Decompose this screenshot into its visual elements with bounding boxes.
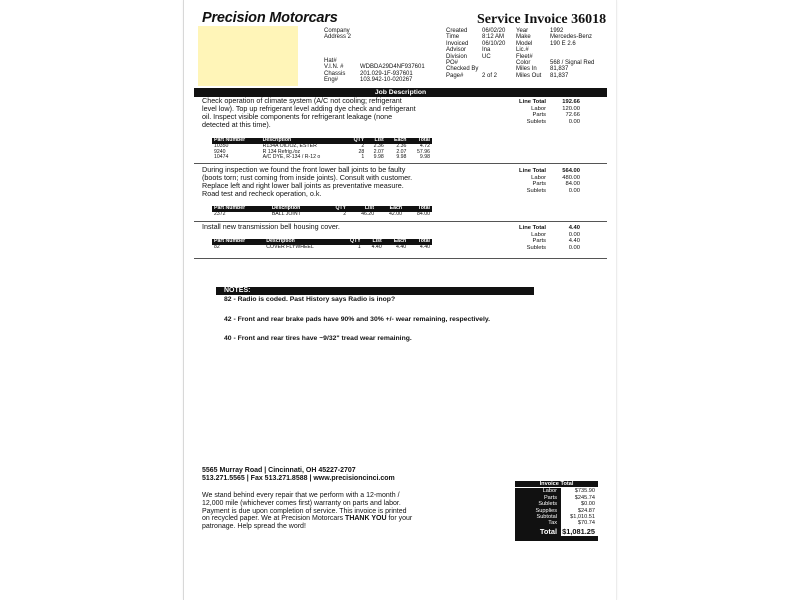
footer-line-tail: for your bbox=[386, 515, 413, 523]
part-number: 82 bbox=[214, 244, 220, 250]
job-3-parts-table bbox=[212, 239, 432, 251]
header-label: V.I.N. # bbox=[324, 64, 344, 71]
col-header: Part Number bbox=[212, 206, 270, 212]
header-label: Color bbox=[516, 60, 531, 67]
total-label: Labor bbox=[531, 174, 546, 181]
header-col3-values bbox=[550, 28, 594, 79]
chassis-value: 201.029-1F-937601 bbox=[360, 70, 413, 77]
invoice-title: Service Invoice 36018 bbox=[477, 12, 607, 27]
col-header: QTY bbox=[346, 138, 366, 144]
part-qty: 2 bbox=[343, 211, 347, 217]
make-value: Mercedes-Benz bbox=[550, 34, 593, 41]
row-label: Sublets bbox=[538, 501, 557, 508]
header-label: Invoiced bbox=[446, 40, 469, 47]
header-label: Page# bbox=[446, 72, 464, 79]
col-header: Description bbox=[264, 239, 341, 245]
invoice-total-title: Invoice Total bbox=[515, 481, 598, 488]
part-list: 46.20 bbox=[361, 211, 375, 217]
header-label: Make bbox=[516, 34, 531, 41]
col-header: List bbox=[366, 138, 386, 144]
header-label: Address 2 bbox=[324, 34, 352, 41]
footer-line: Payment is due upon completion of service. This invoice is printed bbox=[202, 507, 407, 515]
total-value: 0.00 bbox=[568, 244, 580, 251]
total-value: 0.00 bbox=[568, 231, 580, 238]
col-header: QTY bbox=[341, 239, 363, 245]
row-value: $245.74 bbox=[561, 495, 598, 501]
address-text: 5565 Murray Road | Cincinnati, OH 45227-2707 bbox=[202, 467, 356, 474]
invoice-grand-total-row bbox=[515, 527, 598, 536]
part-description: R 134 Refrig./oz bbox=[262, 148, 301, 155]
job-3-totals bbox=[504, 225, 580, 251]
table-row bbox=[212, 245, 432, 251]
company-address bbox=[202, 467, 356, 475]
header-label: Created bbox=[446, 28, 468, 34]
miles-out-value: 81,837 bbox=[550, 72, 569, 79]
footer-line: We stand behind every repair that we perform with a 12-month / bbox=[202, 492, 400, 499]
part-total: 57.96 bbox=[417, 148, 430, 155]
invoice-total-box bbox=[515, 481, 598, 541]
part-number: 10350 bbox=[214, 143, 229, 149]
total-value: 4.40 bbox=[568, 225, 580, 231]
header-label: Company bbox=[324, 28, 350, 34]
note-item: 42 - Front and rear brake pads have 90% and 30% +/- wear remaining, respectively. bbox=[224, 316, 491, 323]
total-value: 0.00 bbox=[568, 187, 580, 194]
table-row bbox=[212, 155, 432, 161]
row-label: Parts bbox=[543, 494, 557, 501]
total-value: 192.66 bbox=[562, 99, 580, 105]
company-name: Precision Motorcars bbox=[202, 10, 338, 26]
col-header: Total bbox=[408, 239, 432, 245]
total-value: 480.00 bbox=[562, 174, 580, 181]
footer-line-start: on recycled paper. We at Precision Motorcars bbox=[202, 515, 346, 523]
model-value: 190 E 2.6 bbox=[550, 40, 576, 47]
header-label: Lic.# bbox=[516, 47, 529, 54]
header-col1-lower bbox=[324, 58, 345, 84]
total-label: Parts bbox=[532, 238, 546, 245]
total-value: 564.00 bbox=[562, 168, 580, 174]
part-number: 2372 bbox=[214, 211, 226, 217]
row-label: Tax bbox=[548, 520, 557, 527]
part-list: 2.07 bbox=[373, 148, 384, 155]
header-label: Eng# bbox=[324, 77, 339, 84]
col-header: List bbox=[363, 239, 384, 245]
part-total: 9.98 bbox=[419, 154, 430, 161]
total-label: Parts bbox=[532, 181, 546, 188]
row-value: $70.74 bbox=[561, 520, 598, 526]
header-label: Checked By bbox=[446, 66, 479, 73]
job-2-description: During inspection we found the front lower ball joints to be faulty (boots torn; rust coming from inside joints). Consult with customer. Replace left and right lower ball joints as preventative measure. Road test and recheck operation, o.k. bbox=[202, 165, 413, 199]
job-1-description: Check operation of climate system (A/C not cooling; refrigerant level low). Top up refrigerant level adding dye check and refrigerant oil. Inspect visible components for refrigerant leakage (none detected at this time). bbox=[202, 96, 416, 130]
contact-text: 513.271.5565 | Fax 513.271.8588 | www.precisioncinci.com bbox=[202, 475, 395, 482]
part-each: 2.07 bbox=[396, 148, 407, 155]
vin-value: WDBDA29D4NF937601 bbox=[360, 64, 425, 71]
color-value: 568 / Signal Red bbox=[550, 60, 595, 67]
notes-header: NOTES: bbox=[216, 287, 534, 295]
part-qty: 1 bbox=[357, 244, 361, 250]
col-header: Description bbox=[261, 138, 346, 144]
col-header: Total bbox=[404, 206, 432, 212]
total-label: Line Total bbox=[519, 168, 546, 174]
part-number: 9240 bbox=[214, 148, 226, 155]
part-qty: 2 bbox=[361, 143, 365, 149]
grand-total-label: Total bbox=[539, 526, 557, 536]
total-value: 72.66 bbox=[565, 112, 580, 119]
miles-in-value: 81,837 bbox=[550, 66, 569, 73]
job-1-totals bbox=[504, 99, 580, 125]
part-each: 4.40 bbox=[396, 244, 407, 250]
header-label: Division bbox=[446, 53, 468, 60]
part-total: 84.00 bbox=[417, 211, 430, 217]
header-label: Model bbox=[516, 40, 533, 47]
part-number: 10474 bbox=[214, 154, 229, 161]
col-header: Part Number bbox=[212, 138, 261, 144]
row-label: Supplies bbox=[535, 507, 557, 514]
table-row bbox=[212, 212, 432, 218]
total-label: Parts bbox=[532, 112, 546, 119]
part-description: BALL JOINT bbox=[271, 211, 301, 217]
col-header: Each bbox=[376, 206, 404, 212]
header-col3-labels bbox=[516, 28, 541, 79]
division-value: UC bbox=[482, 53, 491, 60]
part-list: 4.40 bbox=[371, 244, 382, 250]
part-list: 2.36 bbox=[373, 143, 384, 149]
header-label: Advisor bbox=[446, 47, 467, 54]
total-label: Sublets bbox=[526, 118, 546, 125]
job-1-parts-table bbox=[212, 138, 432, 161]
advisor-value: Ina bbox=[482, 47, 491, 54]
total-label: Line Total bbox=[519, 99, 546, 105]
header-col1-upper bbox=[324, 28, 351, 41]
divider bbox=[194, 163, 607, 164]
job-description-band: Job Description bbox=[194, 88, 607, 97]
part-each: 42.00 bbox=[389, 211, 403, 217]
invoice-page bbox=[183, 0, 617, 600]
thank-you-text: THANK YOU bbox=[345, 515, 387, 523]
divider bbox=[194, 258, 607, 259]
job-2-parts-table bbox=[212, 206, 432, 218]
total-value: 84.00 bbox=[565, 181, 580, 188]
company-contact bbox=[202, 475, 395, 483]
warranty-text bbox=[202, 492, 412, 531]
col-header: Each bbox=[384, 239, 408, 245]
header-label: Fleet# bbox=[516, 53, 533, 60]
note-item: 40 - Front and rear tires have ~9/32" tread wear remaining. bbox=[224, 335, 412, 342]
header-label: Year bbox=[516, 28, 529, 34]
header-label: Miles Out bbox=[516, 72, 542, 79]
page-value: 2 of 2 bbox=[482, 72, 498, 79]
row-label: Subtotal bbox=[536, 514, 557, 521]
job-3-description: Install new transmission bell housing cover. bbox=[202, 222, 340, 231]
note-item: 82 - Radio is coded. Past History says Radio is inop? bbox=[224, 296, 396, 303]
total-value: 0.00 bbox=[568, 118, 580, 125]
header-label: PO# bbox=[446, 60, 459, 67]
part-total: 4.40 bbox=[419, 244, 430, 250]
part-description: R134A OIL/OZ, ESTER bbox=[262, 143, 317, 149]
redacted-customer-block bbox=[198, 26, 298, 86]
part-description: A/C DYE, R-134 / R-12 o bbox=[262, 154, 321, 161]
col-header: Each bbox=[386, 138, 409, 144]
created-value: 06/02/20 bbox=[482, 28, 506, 34]
header-col2-labels bbox=[446, 28, 478, 79]
grand-total-value: $1,081.25 bbox=[561, 527, 598, 536]
col-header: Description bbox=[270, 206, 324, 212]
invoiced-value: 06/10/20 bbox=[482, 40, 506, 47]
row-label: Labor bbox=[542, 488, 557, 495]
col-header: List bbox=[348, 206, 376, 212]
footer-line bbox=[202, 515, 412, 523]
job-2-totals bbox=[504, 168, 580, 194]
total-label: Labor bbox=[531, 231, 546, 238]
total-label: Labor bbox=[531, 105, 546, 112]
year-value: 1992 bbox=[550, 28, 564, 34]
part-each: 2.36 bbox=[396, 143, 407, 149]
total-value: 120.00 bbox=[562, 105, 580, 112]
total-label: Sublets bbox=[526, 187, 546, 194]
header-label: Hat# bbox=[324, 58, 337, 64]
row-value: $1,010.51 bbox=[561, 514, 598, 520]
part-each: 9.98 bbox=[396, 154, 407, 161]
col-header: Total bbox=[408, 138, 432, 144]
part-qty: 28 bbox=[358, 148, 365, 155]
col-header: Part Number bbox=[212, 239, 264, 245]
header-label: Time bbox=[446, 34, 460, 41]
part-list: 9.98 bbox=[373, 154, 384, 161]
row-value: $735.90 bbox=[561, 488, 598, 494]
part-qty: 1 bbox=[361, 154, 365, 161]
header-label: Miles In bbox=[516, 66, 537, 73]
total-label: Sublets bbox=[526, 244, 546, 251]
header-col1-values bbox=[360, 58, 425, 84]
part-total: 4.72 bbox=[419, 143, 430, 149]
total-value: 4.40 bbox=[568, 238, 580, 245]
footer-line: patronage. Help spread the word! bbox=[202, 523, 306, 531]
engine-value: 103.942-10-020267 bbox=[360, 77, 413, 84]
header-label: Chassis bbox=[324, 70, 346, 77]
part-description: COVER FLYWHEEL bbox=[266, 244, 314, 250]
header-col2-values bbox=[482, 28, 505, 79]
row-value: $0.00 bbox=[561, 501, 598, 507]
total-label: Line Total bbox=[519, 225, 546, 231]
footer-line: 12,000 mile (whichever comes first) warranty on parts and labor. bbox=[202, 499, 401, 507]
row-value: $24.87 bbox=[561, 508, 598, 514]
col-header: QTY bbox=[324, 206, 348, 212]
time-value: 8:12 AM bbox=[482, 34, 505, 41]
